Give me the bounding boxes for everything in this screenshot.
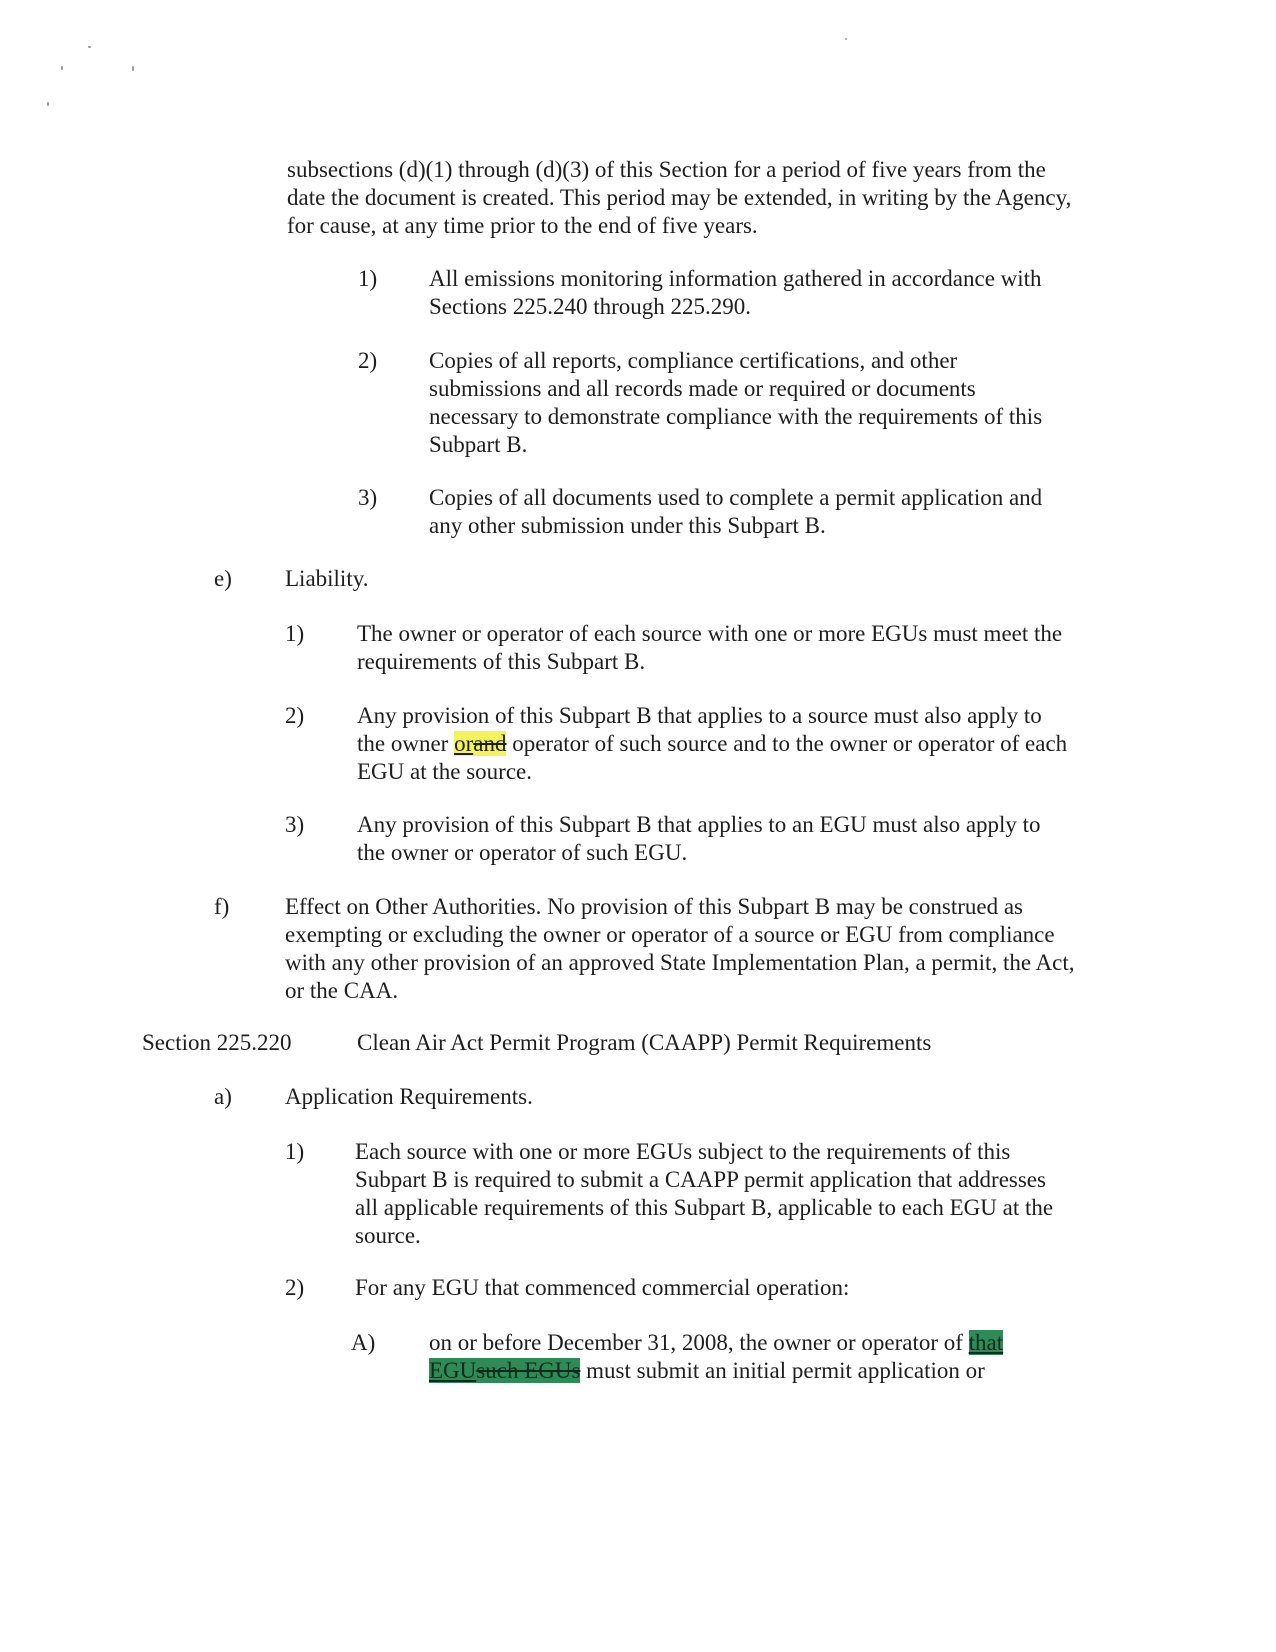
a-item-2-number: 2) bbox=[285, 1275, 305, 1300]
e-item-2-text bbox=[357, 702, 1072, 786]
e-item-2-text-before: Any provision of this Subpart B that applies to a source must also apply to the owner bbox=[357, 703, 1042, 756]
section-number: Section 225.220 bbox=[142, 1030, 292, 1055]
a-sub-a-number: A) bbox=[351, 1330, 376, 1355]
scan-speck bbox=[88, 46, 91, 48]
d-item-2-text: Copies of all reports, compliance certifications, and other submissions and all records made or required or documents necessary to demonstrate compliance with the requirements of this Subpart B. bbox=[429, 348, 1043, 457]
d-item-1-number: 1) bbox=[358, 266, 378, 291]
a-item-1-number: 1) bbox=[285, 1139, 305, 1164]
a-sub-a-text-after: must submit an initial permit application or bbox=[580, 1358, 985, 1383]
deleted-text: such EGUs bbox=[476, 1358, 581, 1383]
a-item-2-text: For any EGU that commenced commercial operation: bbox=[355, 1275, 850, 1300]
section-title: Clean Air Act Permit Program (CAAPP) Permit Requirements bbox=[357, 1030, 932, 1055]
a-label: a) bbox=[214, 1084, 232, 1109]
scan-speck bbox=[61, 66, 63, 70]
e-item-2-text-after: operator of such source and to the owner or operator of each EGU at the source. bbox=[357, 731, 1068, 784]
e-item-2-number: 2) bbox=[285, 703, 305, 728]
f-text: Effect on Other Authorities. No provision of this Subpart B may be construed as exempting or excluding the owner or operator of a source or EGU from compliance with any other provision of an approved State Implementation Plan, a permit, the Act, or the CAA. bbox=[285, 894, 1075, 1003]
e-item-3-text: Any provision of this Subpart B that applies to an EGU must also apply to the owner or operator of such EGU. bbox=[357, 812, 1041, 865]
scan-speck bbox=[47, 102, 49, 106]
e-label: e) bbox=[214, 566, 232, 591]
d-item-3-text: Copies of all documents used to complete a permit application and any other submission under this Subpart B. bbox=[429, 485, 1043, 538]
a-title: Application Requirements. bbox=[285, 1084, 533, 1109]
d-item-3-number: 3) bbox=[358, 485, 378, 510]
inserted-text: or bbox=[454, 731, 474, 756]
a-sub-a-text bbox=[429, 1329, 1039, 1385]
d-item-1-text: All emissions monitoring information gathered in accordance with Sections 225.240 through 225.290. bbox=[429, 266, 1042, 319]
a-sub-a-text-before: on or before December 31, 2008, the owner or operator of bbox=[429, 1330, 969, 1355]
scan-speck bbox=[845, 38, 847, 40]
a-item-1-text: Each source with one or more EGUs subject to the requirements of this Subpart B is required to submit a CAAPP permit application that addresses all applicable requirements of this Subpart B, applicable to each EGU at the source. bbox=[355, 1139, 1054, 1248]
inserted-text: that EGU bbox=[429, 1330, 1004, 1383]
scan-speck bbox=[132, 66, 134, 71]
f-label: f) bbox=[214, 894, 230, 919]
intro-paragraph: subsections (d)(1) through (d)(3) of this Section for a period of five years from the date the document is created. This period may be extended, in writing by the Agency, for cause, at any time prior to the end of five years. bbox=[287, 157, 1072, 238]
e-item-1-number: 1) bbox=[285, 621, 305, 646]
e-title: Liability. bbox=[285, 566, 369, 591]
deleted-text: and bbox=[473, 731, 507, 756]
d-item-2-number: 2) bbox=[358, 348, 378, 373]
e-item-3-number: 3) bbox=[285, 812, 305, 837]
edit-highlight-or-and bbox=[454, 731, 506, 756]
e-item-1-text: The owner or operator of each source with one or more EGUs must meet the requirements of this Subpart B. bbox=[357, 621, 1063, 674]
